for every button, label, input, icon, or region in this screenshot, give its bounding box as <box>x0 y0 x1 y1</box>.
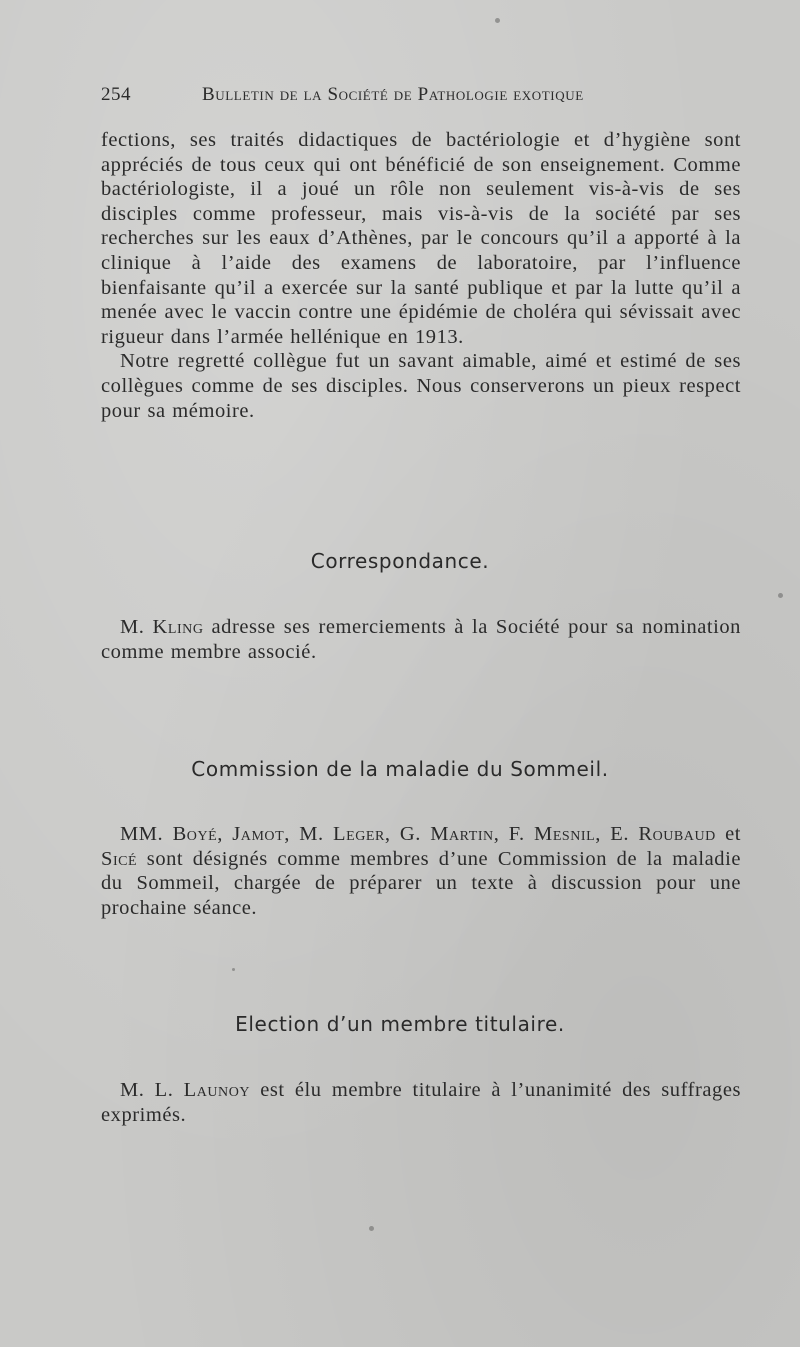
running-head <box>101 84 741 112</box>
correspondance-section <box>101 615 741 664</box>
separator: , G. <box>384 823 431 845</box>
separator: , F. <box>493 823 535 845</box>
obituary-paragraph-1: fections, ses traités didactiques de bactériologie et d’hygiène sont appréciés de tous ceux qui ont bénéficié de son enseignement. Comme bactériologiste, il a joué un rôle non seulement vis-à-vis de ses disciples comme professeur, mais vis-à-vis de la société par ses recherches sur les eaux d’Athènes, par le concours qu’il a apporté à la clinique à l’aide des examens de laboratoire, par l’influence bienfaisante qu’il a exercée sur la santé publique et par la lutte qu’il a menée avec le vaccin contre une épidémie de choléra qui sévissait avec rigueur dans l’armée hellénique en 1913. <box>101 129 741 348</box>
separator: , <box>217 823 233 845</box>
election-section <box>101 1078 741 1127</box>
person-name: Mesnil <box>534 823 596 845</box>
journal-title: Bulletin de la Société de Pathologie exotique <box>202 84 584 105</box>
paper-speck <box>778 593 783 598</box>
separator: et <box>715 823 742 845</box>
obituary-continuation <box>101 128 741 423</box>
obituary-paragraph-2: Notre regretté collègue fut un savant aimable, aimé et estimé de ses collègues comme de ses disciples. Nous conserverons un pieux respect pour sa mémoire. <box>101 350 741 422</box>
page-number: 254 <box>101 84 131 105</box>
commission-text: sont désignés comme membres d’une Commission de la maladie du Sommeil, chargée de préparer un texte à discussion pour une prochaine séance. <box>101 847 741 919</box>
person-name: Sicé <box>101 847 138 870</box>
paper-speck <box>232 968 235 971</box>
heading-commission: Commission de la maladie du Sommeil. <box>191 757 609 781</box>
correspondance-text: adresse ses remerciements à la Société pour sa nomination comme membre associé. <box>101 616 741 663</box>
heading-correspondance: Correspondance. <box>310 549 490 573</box>
paper-speck <box>495 18 500 23</box>
person-name: Roubaud <box>638 823 716 845</box>
separator: , M. <box>284 823 334 845</box>
correspondance-prefix: M. <box>120 616 153 638</box>
paper-speck <box>369 1226 374 1231</box>
commission-paragraph <box>101 822 741 920</box>
correspondance-paragraph <box>101 615 741 664</box>
person-name: Kling <box>152 616 204 638</box>
separator: , E. <box>595 823 639 845</box>
election-prefix: M. L. <box>120 1079 184 1101</box>
election-paragraph <box>101 1078 741 1127</box>
person-name: Boyé <box>172 823 218 845</box>
person-name: Leger <box>333 823 385 845</box>
commission-section <box>101 822 741 920</box>
heading-election: Election d’un membre titulaire. <box>235 1012 565 1036</box>
commission-prefix: MM. <box>120 823 173 845</box>
person-name: Martin <box>430 823 494 845</box>
election-text: est élu membre titulaire à l’unanimité des suffrages exprimés. <box>101 1079 741 1126</box>
person-name: Launoy <box>183 1079 251 1101</box>
person-name: Jamot <box>232 823 285 845</box>
